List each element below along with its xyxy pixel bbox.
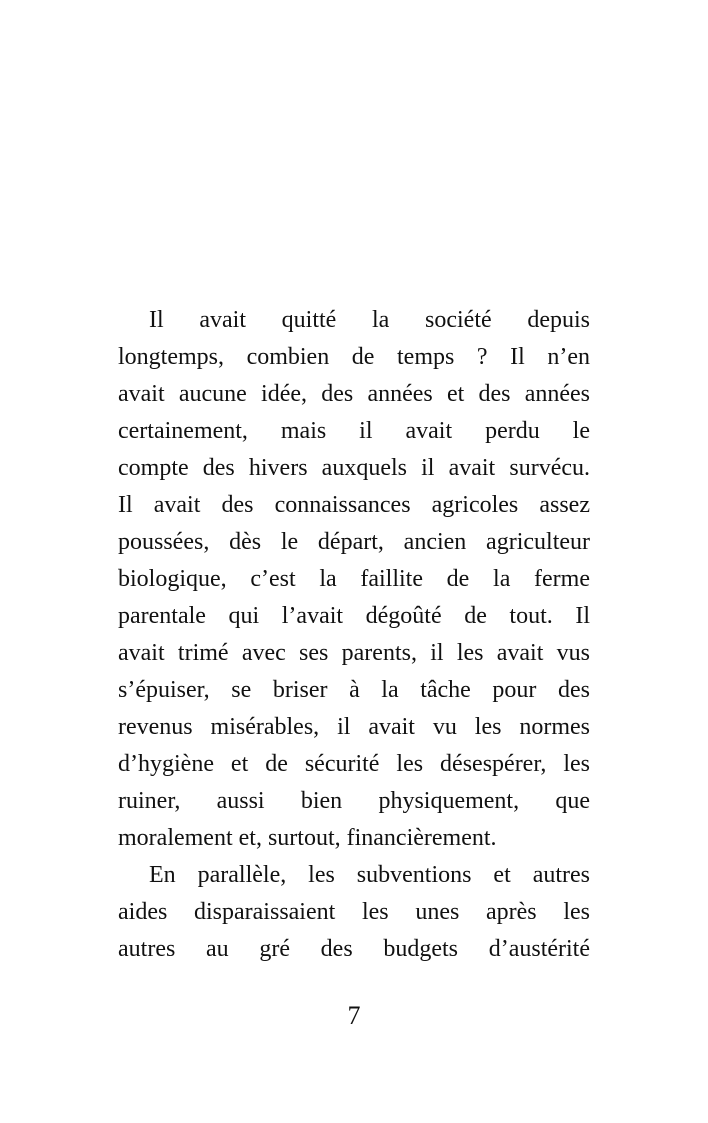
text-line: certainement, mais il avait perdu le xyxy=(118,418,590,444)
text-line: poussées, dès le départ, ancien agriculteur xyxy=(118,529,590,555)
text-line: compte des hivers auxquels il avait survécu. xyxy=(118,455,590,481)
text-line: Il avait des connaissances agricoles assez xyxy=(118,492,590,518)
text-line: d’hygiène et de sécurité les désespérer, les xyxy=(118,751,590,777)
text-line: longtemps, combien de temps ? Il n’en xyxy=(118,344,590,370)
text-line: En parallèle, les subventions et autres xyxy=(149,862,590,888)
text-line: Il avait quitté la société depuis xyxy=(149,307,590,333)
page-number: 7 xyxy=(347,1001,361,1030)
paragraph-1 xyxy=(118,302,590,857)
text-line: revenus misérables, il avait vu les normes xyxy=(118,714,590,740)
text-line: autres au gré des budgets d’austérité xyxy=(118,936,590,962)
text-line: avait aucune idée, des années et des années xyxy=(118,381,590,407)
text-line: parentale qui l’avait dégoûté de tout. Il xyxy=(118,603,590,629)
paragraph-2 xyxy=(118,857,590,968)
text-line: ruiner, aussi bien physiquement, que xyxy=(118,788,590,814)
text-line: avait trimé avec ses parents, il les avait vus xyxy=(118,640,590,666)
text-line: biologique, c’est la faillite de la ferme xyxy=(118,566,590,592)
text-line: s’épuiser, se briser à la tâche pour des xyxy=(118,677,590,703)
text-line: moralement et, surtout, financièrement. xyxy=(118,825,497,851)
page-body xyxy=(118,302,590,968)
text-line: aides disparaissaient les unes après les xyxy=(118,899,590,925)
